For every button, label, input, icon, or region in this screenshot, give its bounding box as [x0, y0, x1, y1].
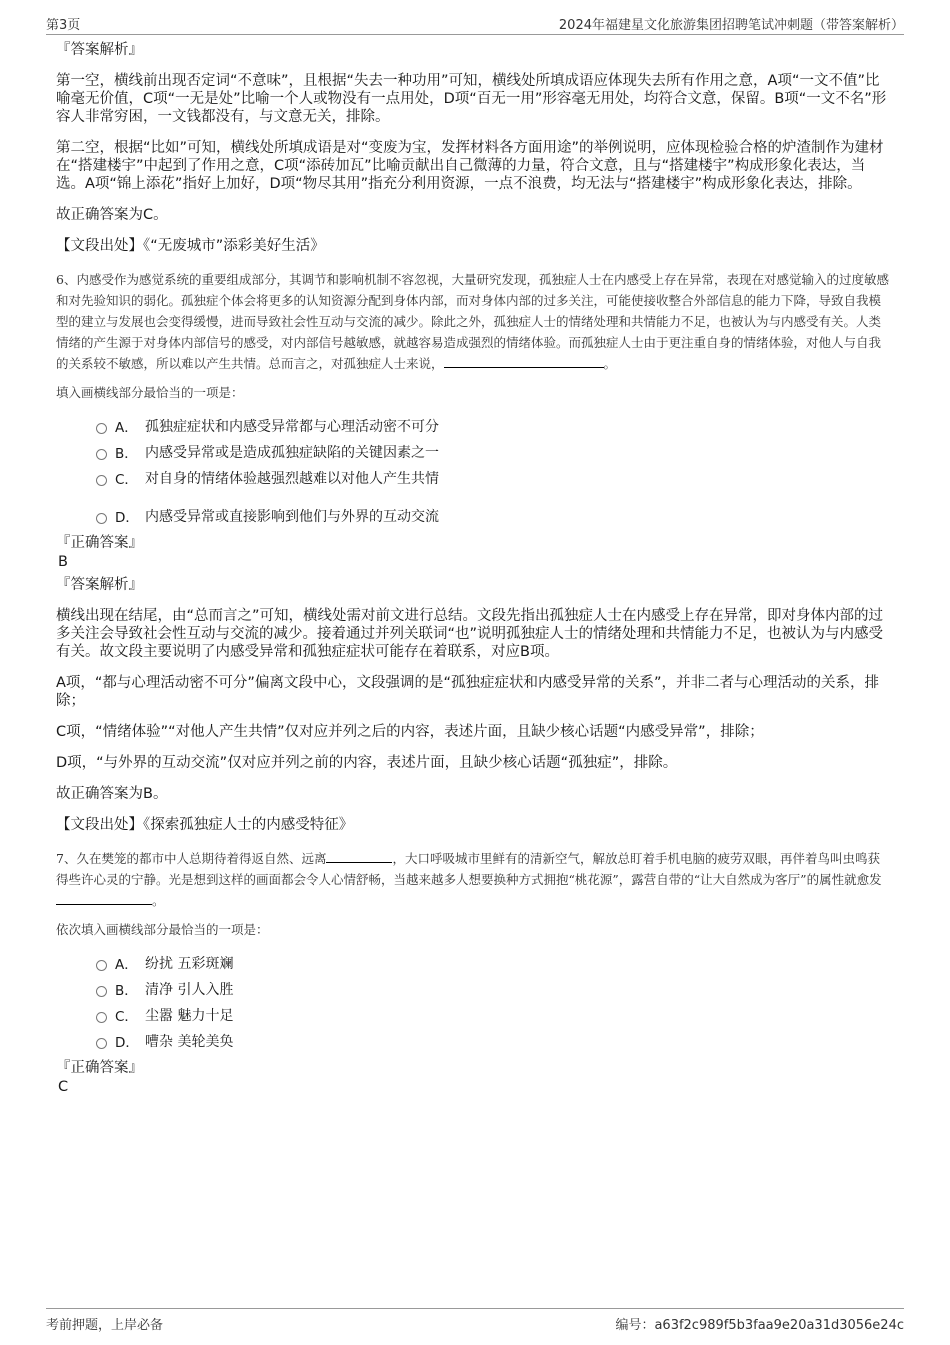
question-6-text: 6、内感受作为感觉系统的重要组成部分，其调节和影响机制不容忽视，大量研究发现，孤独症人士在内感受上存在异常，表现在对感觉输入的过度敏感和对先验知识的弱化。孤独症个体会将更多的认知资源分配到身体内部，而对身体内部的过多关注，可能使接收整合外部信息的能力下降，导致自我模型的建立与发展也会变得缓慢，进而导致社会性互动与交流的减少。除此之外，孤独症人士的情绪处理和共情能力不足，也被认为与内感受有关。人类情绪的产生源于对身体内部信号的感受，对内部信号越敏感，就越容易造成强烈的情绪体验。而孤独症人士由于更注重自身的情绪体验，对他人与自我的关系较不敏感，所以难以产生共情。总而言之，对孤独症人士来说， 。: [56, 272, 889, 371]
source-title: 《“无废城市”添彩美好生活》: [143, 238, 325, 254]
analysis-paragraph: A项，“都与心理活动密不可分”偏离文段中心，文段强调的是“孤独症症状和内感受异常的关系”，并非二者与心理活动的关系，排除；: [56, 675, 879, 709]
question-7-options: [96, 950, 890, 1054]
footer-slogan: 考前押题，上岸必备: [46, 1318, 164, 1333]
correct-answer-label: 『正确答案』: [56, 535, 143, 551]
source-label: 【文段出处】: [56, 238, 143, 254]
page-content: [56, 40, 890, 1100]
analysis-paragraph: 第二空，根据“比如”可知，横线处所填成语是对“变废为宝，发挥材料各方面用途”的举例说明，应体现检验合格的炉渣制作为建材在“搭建楼宇”中起到了作用之意，C项“添砖加瓦”比喻贡献出自己微薄的力量，符合文意，且与“搭建楼宇”构成形象化表达，当选。A项“锦上添花”指好上加好，D项“物尽其用”指充分利用资源，一点不浪费，均无法与“搭建楼宇”构成形象化表达，排除。: [56, 140, 884, 192]
analysis-label: 『答案解析』: [56, 42, 143, 58]
correct-answer-value: B: [58, 554, 68, 570]
analysis-paragraph: 第一空，横线前出现否定词“不意味”，且根据“失去一种功用”可知，横线处所填成语应体现失去所有作用之意，A项“一文不值”比喻毫无价值，C项“一无是处”比喻一个人或物没有一点用处，D项“百无一用”形容毫无用处，均符合文意，保留。B项“一文不名”形容人非常穷困，一文钱都没有，与文意无关，排除。: [56, 73, 887, 125]
option-c[interactable]: C． 对自身的情绪体验越强烈越难以对他人产生共情: [96, 465, 890, 491]
answer-blank: [444, 354, 604, 368]
analysis-paragraph: C项，“情绪体验”“对他人产生共情”仅对应并列之后的内容，表述片面，且缺少核心话题“内感受异常”，排除；: [56, 724, 764, 740]
radio-icon[interactable]: [96, 513, 107, 524]
radio-icon[interactable]: [96, 960, 107, 971]
answer-blank: [56, 891, 152, 905]
option-c[interactable]: C． 尘嚣 魅力十足: [96, 1002, 890, 1028]
radio-icon[interactable]: [96, 475, 107, 486]
page-footer: [46, 1308, 904, 1333]
option-d[interactable]: D． 内感受异常或直接影响到他们与外界的互动交流: [96, 503, 890, 529]
document-title: 2024年福建星文化旅游集团招聘笔试冲刺题（带答案解析）: [558, 18, 904, 33]
radio-icon[interactable]: [96, 449, 107, 460]
option-a[interactable]: A． 孤独症症状和内感受异常都与心理活动密不可分: [96, 413, 890, 439]
analysis-conclusion: 故正确答案为B。: [56, 786, 168, 802]
analysis-paragraph: 横线出现在结尾，由“总而言之”可知，横线处需对前文进行总结。文段先指出孤独症人士在内感受上存在异常，即对身体内部的过多关注会导致社会性互动与交流的减少。接着通过并列关联词“也”说明孤独症人士的情绪处理和共情能力不足，也被认为与内感受有关。故文段主要说明了内感受异常和孤独症症状可能存在着联系，对应B项。: [56, 608, 884, 660]
question-7-instruction: 依次填入画横线部分最恰当的一项是：: [56, 922, 269, 937]
option-b[interactable]: B． 清净 引人入胜: [96, 976, 890, 1002]
page-header: [46, 12, 904, 35]
question-6-instruction: 填入画横线部分最恰当的一项是：: [56, 385, 244, 400]
document-id: 编号：a63f2c989f5b3faa9e20a31d3056e24c: [615, 1318, 904, 1333]
question-7-text: 7、久在樊笼的都市中人总期待着得返自然、远离 ，大口呼吸城市里鲜有的清新空气，解放总盯着手机电脑的疲劳双眼，再伴着鸟叫虫鸣获得些许心灵的宁静。光是想到这样的画面都会令人心情舒畅，当越来越多人想要换种方式拥抱“桃花源”，露营自带的“让大自然成为客厅”的属性就愈发。: [56, 851, 882, 908]
correct-answer-label: 『正确答案』: [56, 1060, 143, 1076]
answer-blank: [326, 849, 392, 863]
analysis-paragraph: D项，“与外界的互动交流”仅对应并列之前的内容，表述片面，且缺少核心话题“孤独症”，排除。: [56, 755, 678, 771]
source-line: [56, 816, 890, 834]
option-a[interactable]: A． 纷扰 五彩斑斓: [96, 950, 890, 976]
question-6-options: [96, 413, 890, 529]
analysis-conclusion: 故正确答案为C。: [56, 207, 168, 223]
source-title: 《探索孤独症人士的内感受特征》: [143, 817, 354, 833]
option-d[interactable]: D． 嘈杂 美轮美奂: [96, 1028, 890, 1054]
source-line: [56, 237, 890, 255]
radio-icon[interactable]: [96, 1012, 107, 1023]
radio-icon[interactable]: [96, 1038, 107, 1049]
radio-icon[interactable]: [96, 986, 107, 997]
option-b[interactable]: B． 内感受异常或是造成孤独症缺陷的关键因素之一: [96, 439, 890, 465]
analysis-label: 『答案解析』: [56, 577, 143, 593]
page-number: 第3页: [46, 18, 81, 33]
radio-icon[interactable]: [96, 423, 107, 434]
correct-answer-value: C: [58, 1079, 69, 1095]
source-label: 【文段出处】: [56, 817, 143, 833]
